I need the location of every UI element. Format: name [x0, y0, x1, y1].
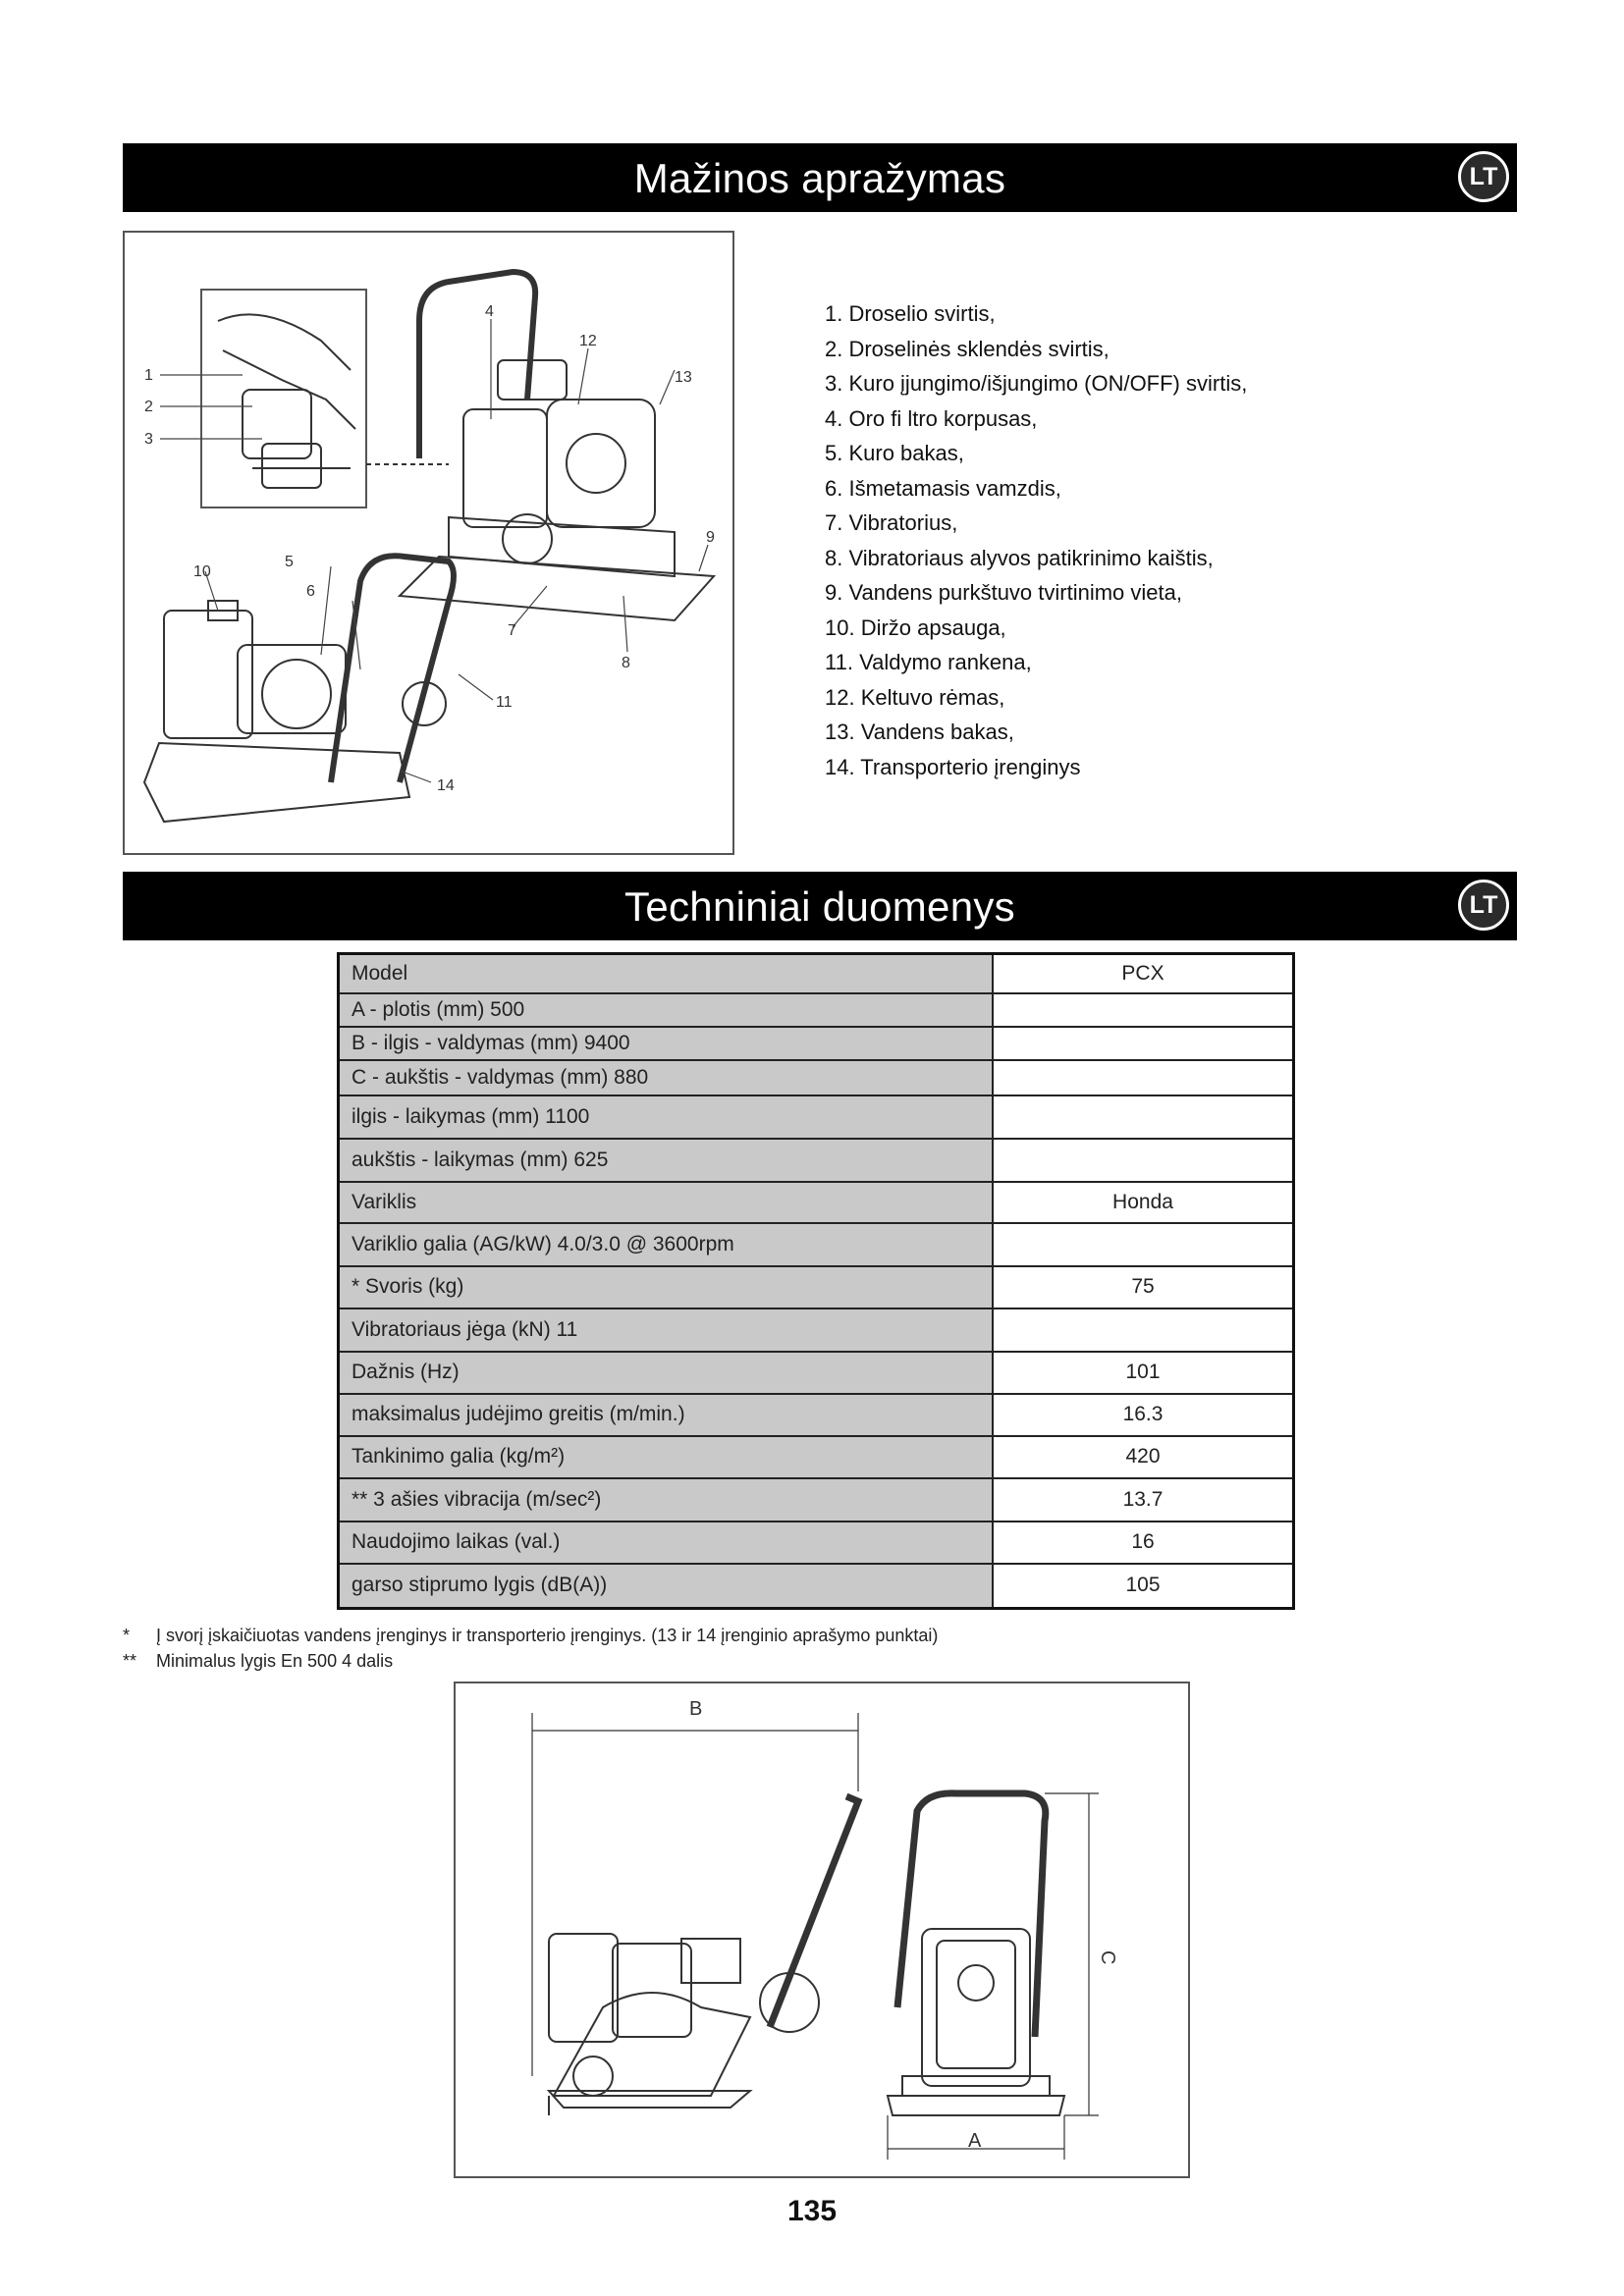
dimensions-illustration [456, 1683, 1188, 2176]
spec-label: B - ilgis - valdymas (mm) 9400 [339, 1027, 994, 1060]
table-row [339, 1182, 1294, 1223]
parts-list-item: 9. Vandens purkštuvo tvirtinimo vieta, [825, 580, 1182, 605]
spec-value: 75 [993, 1266, 1294, 1308]
section-banner-description [123, 143, 1517, 212]
table-row [339, 1308, 1294, 1352]
callout-4: 4 [485, 303, 494, 320]
table-row [339, 1564, 1294, 1609]
spec-label: Naudojimo laikas (val.) [339, 1522, 994, 1564]
table-row [339, 1522, 1294, 1564]
dimension-label-c: C [1097, 1950, 1118, 1965]
callout-5: 5 [285, 554, 294, 570]
spec-value: 16 [993, 1522, 1294, 1564]
spec-value: 16.3 [993, 1394, 1294, 1436]
table-row [339, 1139, 1294, 1182]
dimension-label-b: B [689, 1698, 703, 1720]
callout-10: 10 [193, 563, 211, 580]
table-row [339, 1095, 1294, 1139]
table-row [339, 993, 1294, 1027]
footnote-mark: ** [123, 1651, 137, 1671]
parts-list-item: 14. Transporterio įrenginys [825, 754, 1081, 779]
parts-list-item: 8. Vibratoriaus alyvos patikrinimo kaištis, [825, 545, 1214, 570]
callout-12: 12 [579, 333, 597, 349]
parts-list-item: 4. Oro fi ltro korpusas, [825, 405, 1038, 431]
callout-13: 13 [675, 369, 692, 386]
spec-label: Variklis [339, 1182, 994, 1223]
callout-3: 3 [144, 431, 153, 448]
spec-value: 13.7 [993, 1478, 1294, 1522]
callout-11: 11 [496, 694, 513, 711]
spec-label: maksimalus judėjimo greitis (m/min.) [339, 1394, 994, 1436]
spec-value: 101 [993, 1352, 1294, 1394]
language-badge: LT [1458, 880, 1509, 931]
footnote [123, 1651, 393, 1672]
table-row [339, 1266, 1294, 1308]
section-title: Techniniai duomenys [624, 883, 1015, 930]
section-banner-technical-data [123, 872, 1517, 940]
callout-6: 6 [306, 583, 315, 600]
spec-label: garso stiprumo lygis (dB(A)) [339, 1564, 994, 1609]
spec-label: A - plotis (mm) 500 [339, 993, 994, 1027]
spec-label: aukštis - laikymas (mm) 625 [339, 1139, 994, 1182]
parts-list-item: 5. Kuro bakas, [825, 441, 964, 465]
page-number: 135 [786, 2195, 838, 2227]
spec-value [993, 1095, 1294, 1139]
spec-table [337, 952, 1295, 1610]
spec-label: * Svoris (kg) [339, 1266, 994, 1308]
spec-label: Vibratoriaus jėga (kN) 11 [339, 1308, 994, 1352]
spec-label: Model [339, 954, 994, 993]
table-row [339, 1436, 1294, 1478]
compactor-illustration [125, 233, 732, 853]
footnote-text: Į svorį įskaičiuotas vandens įrenginys ir transporterio įrenginys. (13 ir 14 įrenginio aprašymo punktai) [156, 1626, 939, 1645]
table-row [339, 1478, 1294, 1522]
parts-list [825, 296, 1247, 784]
table-row [339, 1060, 1294, 1095]
table-row [339, 1394, 1294, 1436]
spec-label: Dažnis (Hz) [339, 1352, 994, 1394]
spec-value: PCX [993, 954, 1294, 993]
parts-list-item: 7. Vibratorius, [825, 510, 958, 535]
spec-value: 420 [993, 1436, 1294, 1478]
table-row [339, 1352, 1294, 1394]
table-row [339, 1027, 1294, 1060]
callout-7: 7 [508, 622, 516, 639]
spec-label: C - aukštis - valdymas (mm) 880 [339, 1060, 994, 1095]
language-badge: LT [1458, 151, 1509, 202]
parts-list-item: 1. Droselio svirtis, [825, 301, 996, 326]
footnote-text: Minimalus lygis En 500 4 dalis [156, 1651, 394, 1671]
parts-list-item: 3. Kuro įjungimo/išjungimo (ON/OFF) svirtis, [825, 371, 1248, 396]
callout-1: 1 [144, 367, 153, 384]
callout-8: 8 [622, 655, 630, 671]
section-title: Mažinos apražymas [633, 155, 1006, 201]
footnote-mark: * [123, 1626, 131, 1645]
dimension-label-a: A [968, 2130, 982, 2152]
spec-value [993, 1223, 1294, 1266]
parts-list-item: 13. Vandens bakas, [825, 720, 1014, 744]
spec-value [993, 1308, 1294, 1352]
table-row [339, 1223, 1294, 1266]
spec-value [993, 1139, 1294, 1182]
parts-diagram [123, 231, 734, 855]
callout-2: 2 [144, 399, 153, 415]
parts-list-item: 6. Išmetamasis vamzdis, [825, 475, 1061, 501]
spec-label: ilgis - laikymas (mm) 1100 [339, 1095, 994, 1139]
spec-value [993, 1060, 1294, 1095]
footnote [123, 1626, 938, 1646]
spec-label: Variklio galia (AG/kW) 4.0/3.0 @ 3600rpm [339, 1223, 994, 1266]
parts-list-item: 10. Diržo apsauga, [825, 614, 1006, 640]
spec-label: Tankinimo galia (kg/m²) [339, 1436, 994, 1478]
parts-list-item: 12. Keltuvo rėmas, [825, 684, 1005, 710]
table-row [339, 954, 1294, 993]
parts-list-item: 2. Droselinės sklendės svirtis, [825, 336, 1110, 361]
callout-9: 9 [706, 529, 715, 546]
spec-value [993, 1027, 1294, 1060]
spec-label: ** 3 ašies vibracija (m/sec²) [339, 1478, 994, 1522]
spec-value [993, 993, 1294, 1027]
spec-value: Honda [993, 1182, 1294, 1223]
callout-14: 14 [437, 777, 455, 794]
dimensions-diagram [454, 1682, 1190, 2178]
spec-value: 105 [993, 1564, 1294, 1609]
parts-list-item: 11. Valdymo rankena, [825, 650, 1032, 674]
